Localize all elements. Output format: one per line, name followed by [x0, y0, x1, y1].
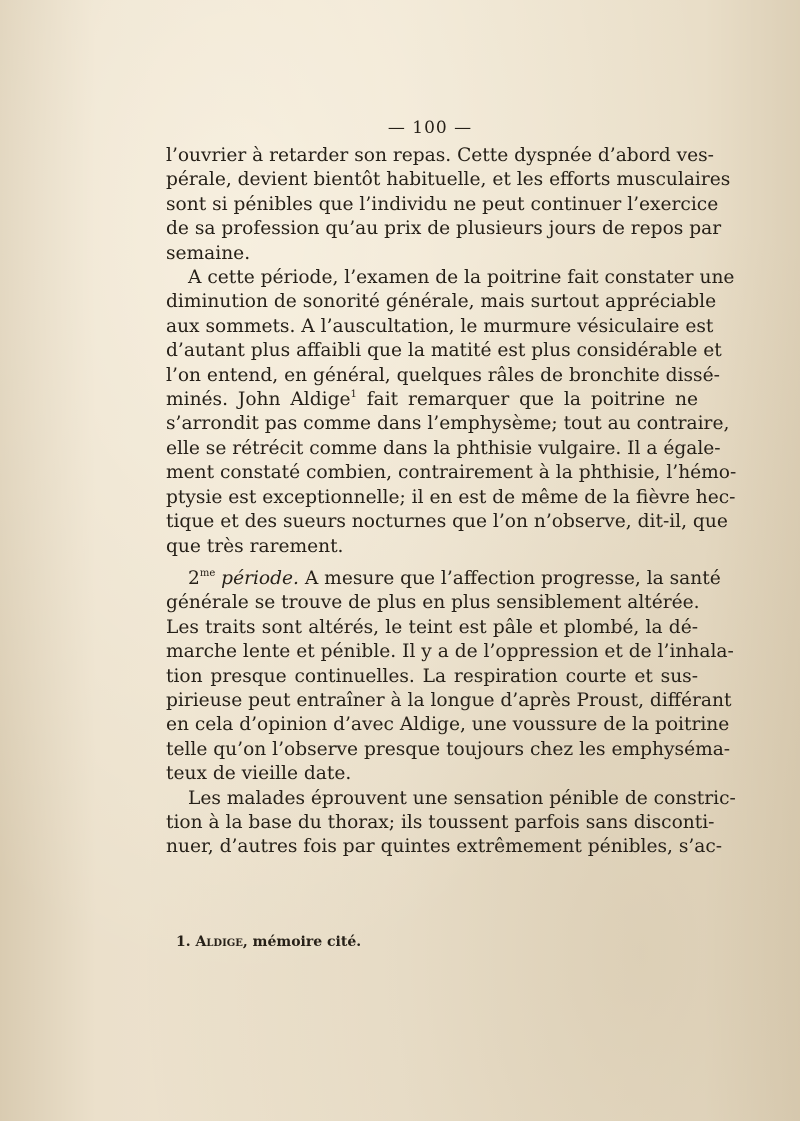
text-line: générale se trouve de plus en plus sensiblement altérée.	[166, 592, 700, 614]
text-line: en cela d’opinion d’avec Aldige, une voussure de la poitrine	[166, 714, 730, 736]
text-line: ptysie est exceptionnelle; il en est de même de la fièvre hec-	[166, 486, 736, 508]
text-line: tique et des sueurs nocturnes que l’on n’observe, dit-il, que	[166, 511, 728, 533]
text-fragment: A mesure que l’affection progresse, la santé	[298, 567, 721, 589]
text-line-with-footnote-ref	[166, 388, 698, 412]
text-line: l’ouvrier à retarder son repas. Cette dyspnée d’abord ves-	[166, 145, 714, 166]
ordinal-suffix: me	[199, 567, 216, 579]
text-line: A cette période, l’examen de la poitrine fait constater une	[188, 267, 735, 289]
text-line: tion presque continuelles. La respiration courte et sus-	[166, 665, 698, 687]
text-line: elle se rétrécit comme dans la phthisie vulgaire. Il a égale-	[166, 437, 721, 459]
text-line: Les malades éprouvent une sensation pénible de constric-	[188, 787, 736, 809]
text-line: teux de vieille date.	[166, 763, 352, 785]
text-line: que très rarement.	[166, 535, 344, 557]
text-line: pérale, devient bientôt habituelle, et les efforts musculaires	[166, 169, 731, 191]
text-line: Les traits sont altérés, le teint est pâle et plombé, la dé-	[166, 616, 698, 638]
text-line: pirieuse peut entraîner à la longue d’après Proust, différant	[166, 689, 732, 711]
text-line: marche lente et pénible. Il y a de l’oppression et de l’inhala-	[166, 641, 734, 663]
text-line: de sa profession qu’au prix de plusieurs jours de repos par	[166, 218, 722, 240]
footnote-author: Aldige,	[195, 934, 248, 950]
text-line: telle qu’on l’observe presque toujours chez les emphyséma-	[166, 738, 731, 760]
text-line: nuer, d’autres fois par quintes extrêmement pénibles, s’ac-	[166, 836, 723, 858]
text-line: diminution de sonorité générale, mais surtout appréciable	[166, 291, 717, 313]
text-line: tion à la base du thorax; ils toussent parfois sans disconti-	[166, 811, 715, 833]
page-number: — 100 —	[387, 118, 473, 138]
text-line: sont si pénibles que l’individu ne peut continuer l’exercice	[166, 193, 719, 215]
section-heading-line	[166, 567, 721, 591]
footnote	[176, 934, 361, 950]
text-fragment: minés. John Aldige	[166, 389, 351, 411]
text-line: aux sommets. A l’auscultation, le murmure vésiculaire est	[166, 315, 714, 337]
text-line: s’arrondit pas comme dans l’emphysème; tout au contraire,	[166, 413, 730, 435]
text-fragment: fait remarquer que la poitrine ne	[356, 389, 699, 411]
text-line: semaine.	[166, 242, 251, 264]
footnote-text: mémoire cité.	[252, 934, 362, 950]
body-text	[166, 144, 737, 860]
paragraph-gap	[166, 559, 698, 567]
period-number: 2	[188, 567, 200, 589]
text-line: l’on entend, en général, quelques râles de bronchite dissé-	[166, 364, 720, 386]
period-label: période.	[221, 567, 299, 589]
text-line: ment constaté combien, contrairement à la phthisie, l’hémo-	[166, 462, 737, 484]
text-line: d’autant plus affaibli que la matité est plus considérable et	[166, 340, 722, 362]
footnote-number: 1.	[176, 934, 191, 950]
footnote-ref: 1	[350, 389, 357, 401]
